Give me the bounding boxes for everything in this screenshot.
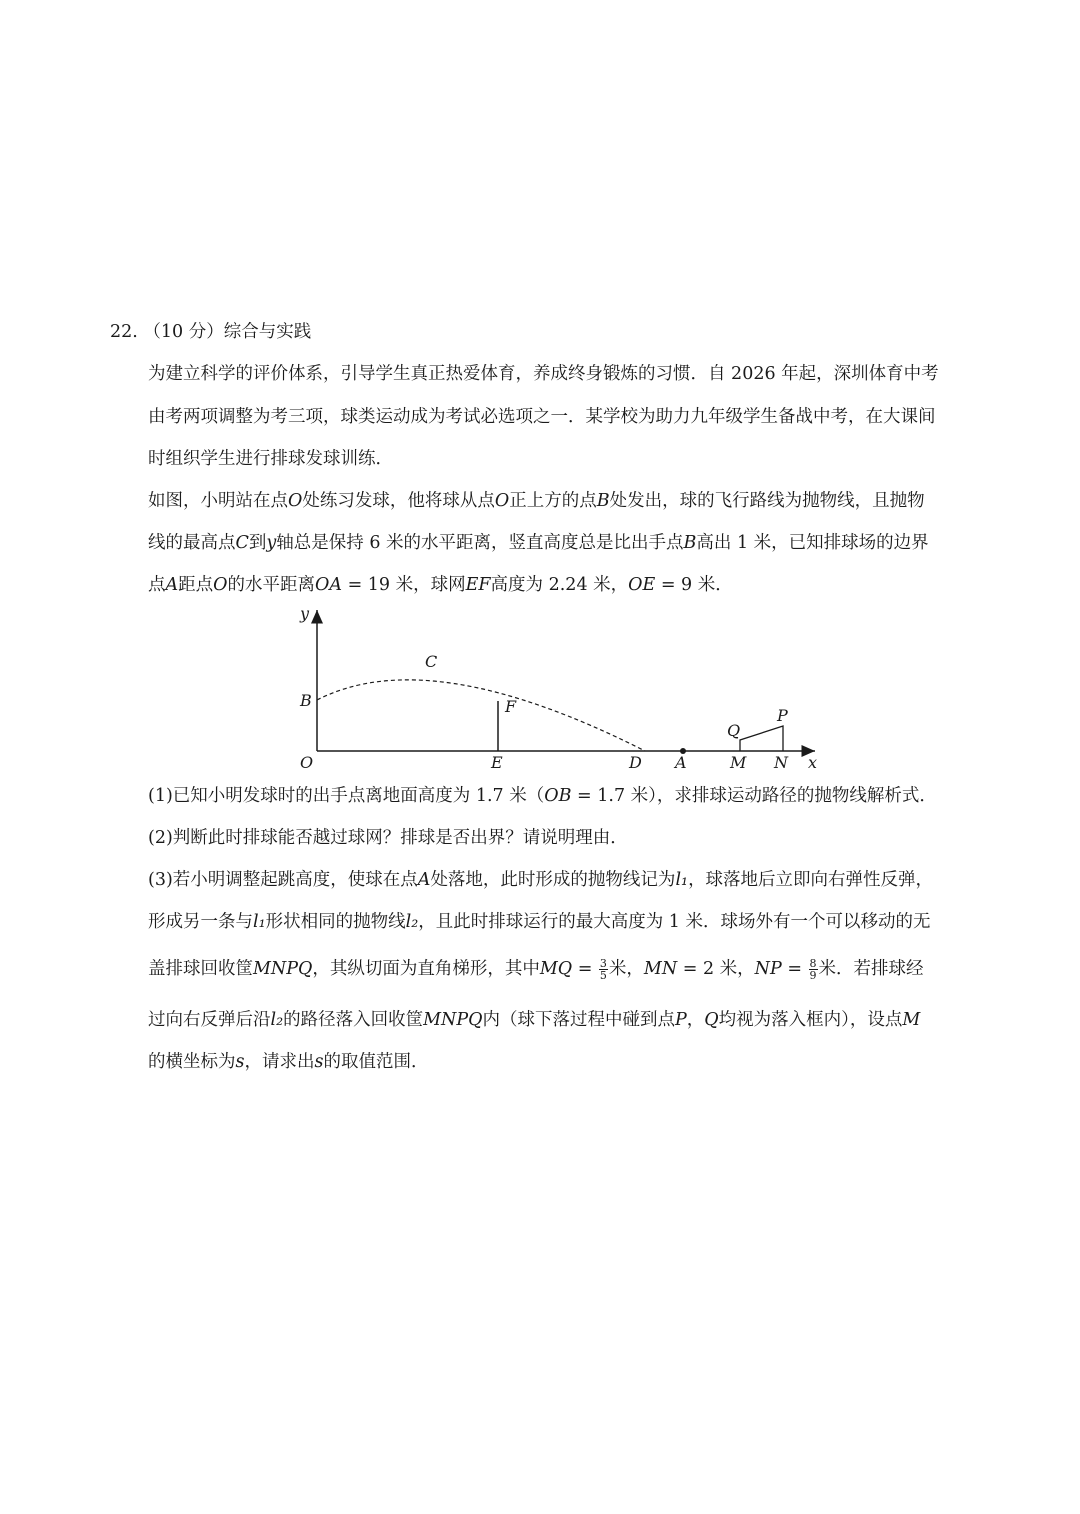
part-1: (1)已知小明发球时的出手点离地面高度为 1.7 米（OB = 1.7 米），求排球运动路径的抛物线解析式．: [148, 786, 937, 806]
intro-line-3: 时组织学生进行排球发球训练．: [148, 449, 393, 469]
fraction-np: $\frac{8}{9}$: [809, 957, 817, 982]
desc-line-1: 如图，小明站在点O处练习发球，他将球从点O正上方的点B处发出，球的飞行路线为抛物线，且抛物: [148, 491, 925, 511]
question-title: 综合与实践: [223, 322, 312, 342]
question-number: 22.: [110, 322, 138, 342]
intro-line-2: 由考两项调整为考三项，球类运动成为考试必选项之一．某学校为助力九年级学生备战中考，在大课间: [148, 407, 936, 427]
intro-line-1: 为建立科学的评价体系，引导学生真正热爱体育，养成终身锻炼的习惯．自 2026 年起，深圳体育中考: [148, 364, 939, 384]
label-f: F: [505, 697, 517, 716]
trajectory-figure: [280, 600, 840, 780]
question-score: （10 分）: [143, 322, 224, 342]
ball-trajectory: [317, 680, 645, 751]
desc-line-3: 点A距点O的水平距离OA = 19 米，球网EF高度为 2.24 米，OE = 9 米．: [148, 575, 733, 595]
label-y: y: [300, 604, 310, 623]
label-a: A: [675, 753, 687, 772]
part-3-line-4: 过向右反弹后沿l₂的路径落入回收筐MNPQ内（球下落过程中碰到点P，Q均视为落入框内），设点M: [148, 1010, 921, 1030]
label-o: O: [300, 753, 314, 772]
label-m: M: [730, 753, 747, 772]
label-e: E: [491, 753, 503, 772]
part-3-line-3: 盖排球回收筐MNPQ，其纵切面为直角梯形，其中MQ = $\frac{3}{5}$ 米，MN = 2 米，NP = $\frac{8}{9}$ 米．若排球经: [148, 957, 924, 982]
fraction-mq: $\frac{3}{5}$: [599, 957, 607, 982]
label-d: D: [629, 753, 642, 772]
label-p: P: [777, 706, 788, 725]
part-3-line-5: 的横坐标为s，请求出s的取值范围．: [148, 1052, 429, 1072]
part-3-line-1: (3)若小明调整起跳高度，使球在点A处落地，此时形成的抛物线记为l₁，球落地后立即向右弹性反弹，: [148, 870, 934, 890]
label-q: Q: [727, 721, 741, 740]
part-3-line-2: 形成另一条与l₁形状相同的抛物线l₂，且此时排球运行的最大高度为 1 米．球场外有一个可以移动的无: [148, 912, 931, 932]
basket-mnpq: [740, 726, 783, 751]
question-heading: [110, 320, 311, 344]
desc-line-2: 线的最高点C到y轴总是保持 6 米的水平距离，竖直高度总是比出手点B高出 1 米，已知排球场的边界: [148, 533, 929, 553]
label-n: N: [774, 753, 788, 772]
label-c: C: [425, 652, 438, 671]
part-2: (2)判断此时排球能否越过球网？排球是否出界？请说明理由．: [148, 828, 628, 848]
label-x: x: [808, 753, 818, 772]
label-b: B: [300, 691, 312, 710]
